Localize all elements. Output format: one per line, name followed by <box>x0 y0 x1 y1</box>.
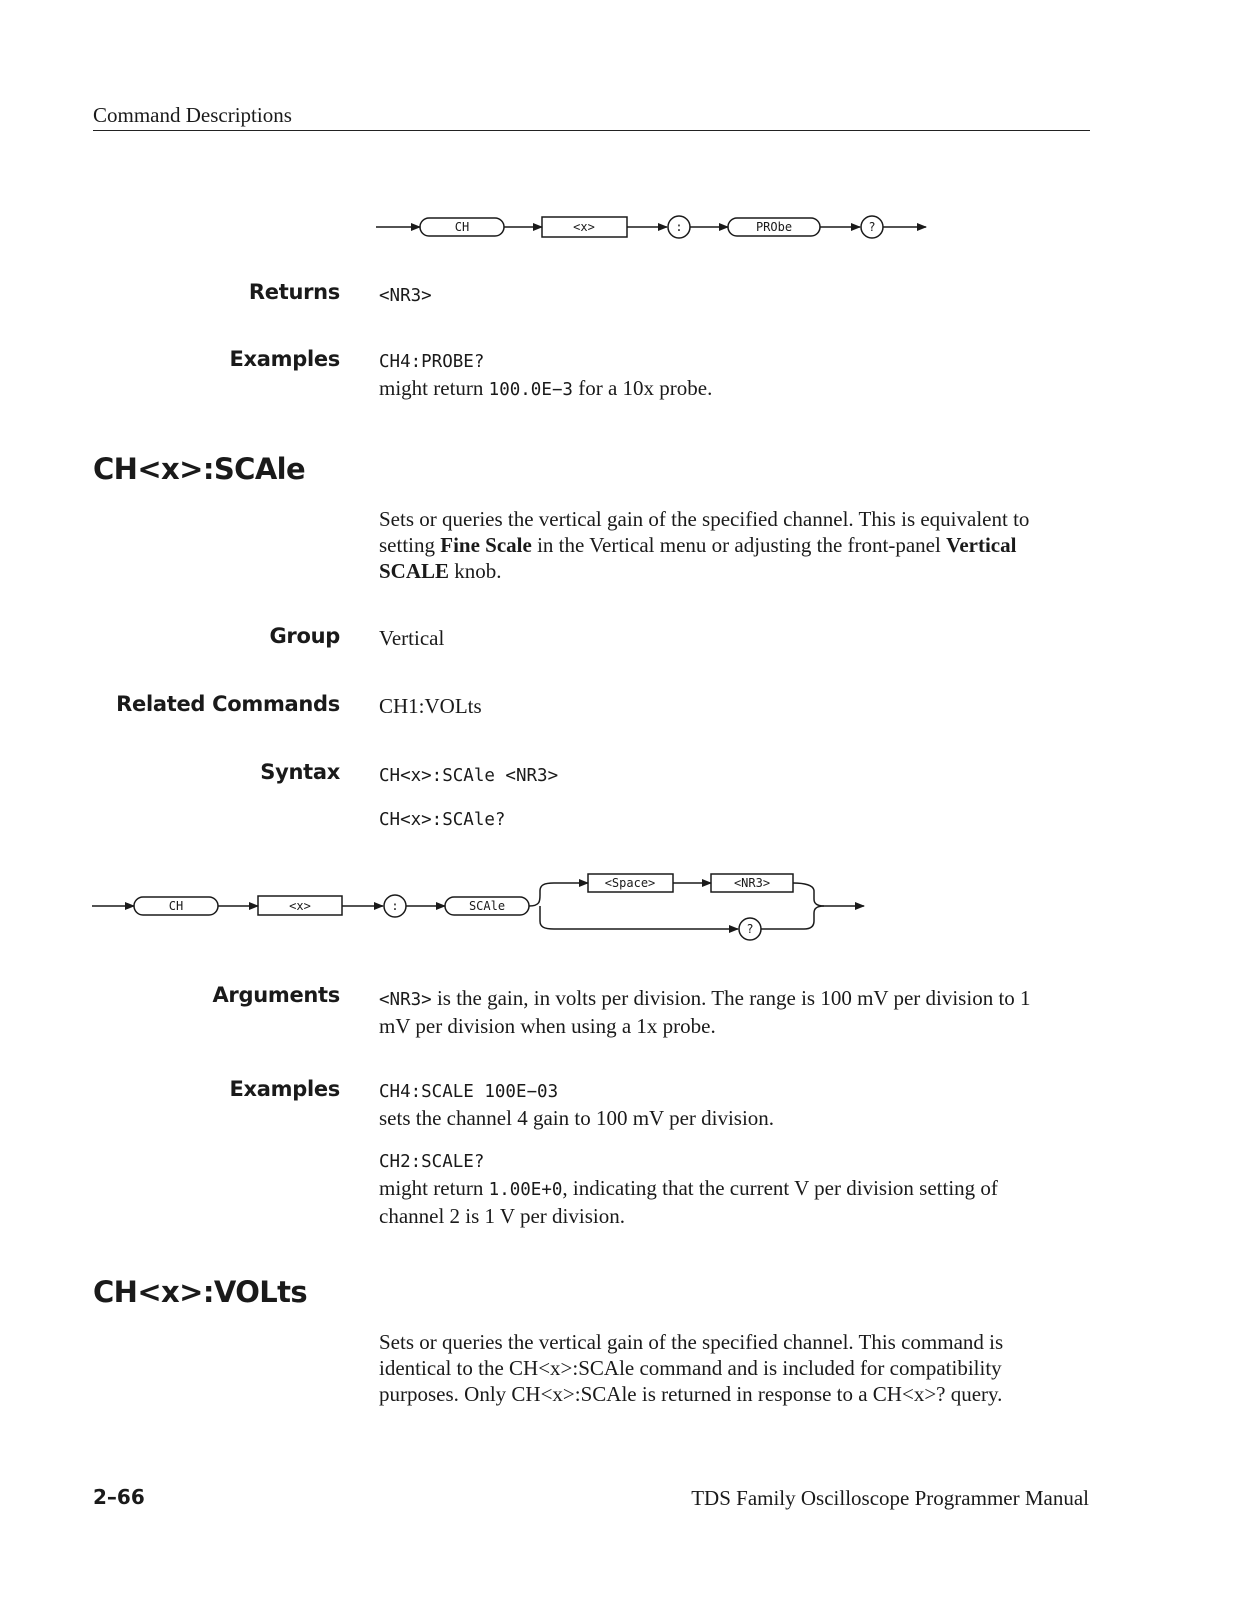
scale-description: Sets or queries the vertical gain of the specified channel. This is equivalent to setting Fine Scale in the Vertical menu or adjusting the front-panel Vertical SCALE knob. <box>379 507 1030 583</box>
returns-label: Returns <box>248 280 340 304</box>
group-label: Group <box>269 624 340 648</box>
diagram-node-nr3: <NR3> <box>733 876 771 890</box>
argument-code: <NR3> <box>379 990 432 1010</box>
probe-example-text: might return 100.0E−3 for a 10x probe. <box>379 376 713 400</box>
volts-description: Sets or queries the vertical gain of the specified channel. This command is identical to the CH<x>:SCAle command and is included for compatibility purposes. Only CH<x>:SCAle is returned in response to a CH<x>? query. <box>379 1330 1004 1406</box>
diagram-node-space: <Space> <box>604 876 656 890</box>
probe-example-code: CH4:PROBE? <box>379 352 485 372</box>
scale-example-1 <box>379 1079 1079 1131</box>
scale-example-1-text: sets the channel 4 gain to 100 mV per division. <box>379 1106 775 1130</box>
scale-examples-label: Examples <box>229 1077 340 1101</box>
volts-heading: CH<x>:VOLts <box>93 1275 308 1309</box>
scale-example-2-code: CH2:SCALE? <box>379 1152 485 1172</box>
fine-scale-term: Fine Scale <box>440 533 532 557</box>
probe-example-value: 100.0E−3 <box>488 380 573 400</box>
diagram-node-x: <x> <box>289 899 311 913</box>
related-commands-value: CH1:VOLts <box>379 694 482 718</box>
diagram-node-ch: CH <box>454 220 470 234</box>
diagram-node-colon: : <box>675 220 683 234</box>
diagram-node-x: <x> <box>573 220 595 234</box>
diagram-node-ch: CH <box>168 899 184 913</box>
group-value: Vertical <box>379 626 445 650</box>
header-rule <box>93 130 1090 131</box>
diagram-node-colon: : <box>391 899 399 913</box>
scale-example-1-code: CH4:SCALE 100E−03 <box>379 1082 559 1102</box>
diagram-node-probe: PRObe <box>755 220 793 234</box>
diagram-node-query: ? <box>868 220 876 234</box>
scale-example-2 <box>379 1149 1049 1229</box>
returns-value: <NR3> <box>379 286 432 306</box>
probe-examples-body <box>379 349 1079 403</box>
diagram-node-query: ? <box>746 922 754 936</box>
page-number: 2–66 <box>93 1485 145 1509</box>
scale-example-2-text: might return 1.00E+0, indicating that the current V per division setting of channel 2 is 1 V per division. <box>379 1176 998 1228</box>
probe-syntax-diagram <box>370 208 940 248</box>
syntax-line-set: CH<x>:SCAle <NR3> <box>379 766 559 786</box>
diagram-node-scale: SCAle <box>468 899 506 913</box>
syntax-line-query: CH<x>:SCAle? <box>379 810 506 830</box>
probe-examples-label: Examples <box>229 347 340 371</box>
running-header: Command Descriptions <box>93 103 292 127</box>
vertical-scale-term: Vertical SCALE <box>379 533 1017 583</box>
manual-title: TDS Family Oscilloscope Programmer Manual <box>691 1486 1089 1510</box>
arguments-body: <NR3> is the gain, in volts per division. The range is 100 mV per division to 1 mV per division when using a 1x probe. <box>379 986 1031 1038</box>
scale-example-2-value: 1.00E+0 <box>488 1180 563 1200</box>
arguments-label: Arguments <box>212 983 340 1007</box>
related-commands-label: Related Commands <box>116 692 340 716</box>
scale-syntax-diagram <box>88 865 878 947</box>
syntax-label: Syntax <box>260 760 340 784</box>
scale-heading: CH<x>:SCAle <box>93 452 306 486</box>
